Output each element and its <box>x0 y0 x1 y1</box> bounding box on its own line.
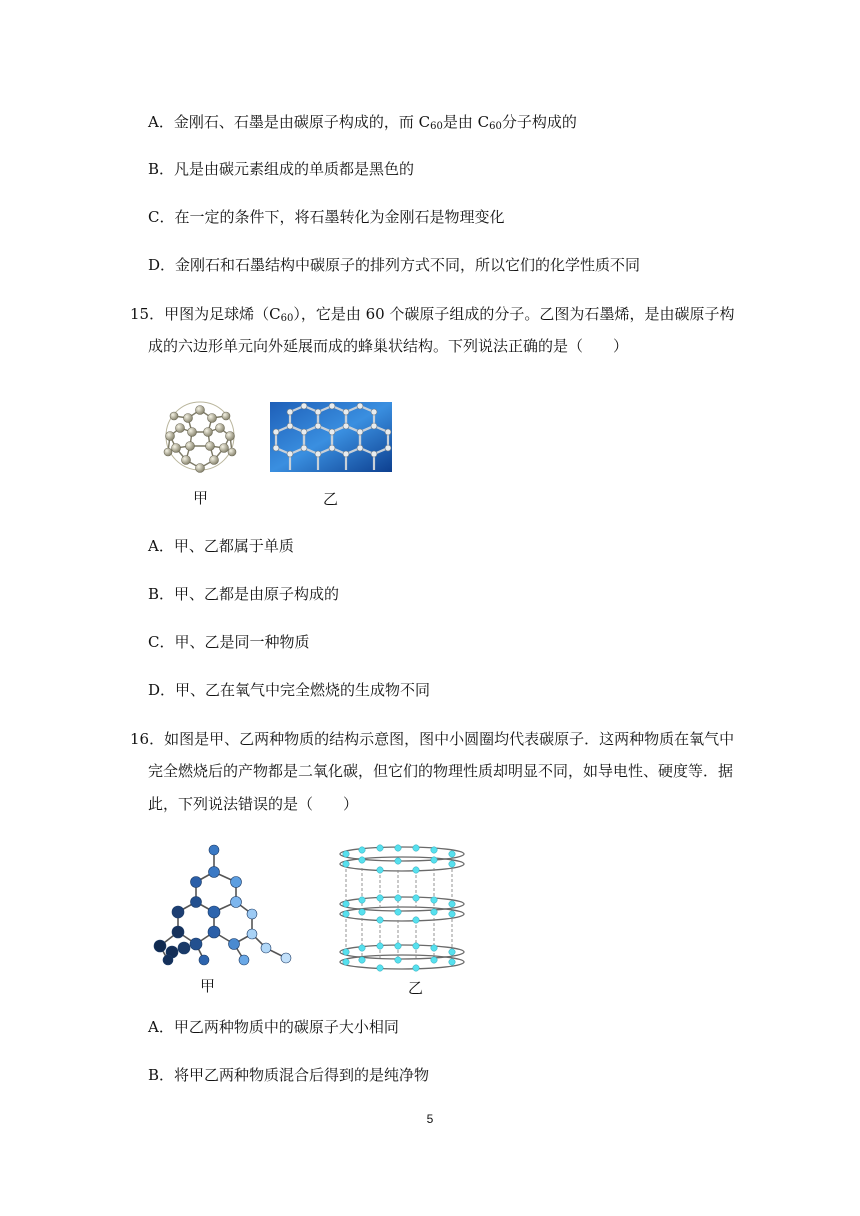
q15-option-c: C．甲、乙是同一种物质 <box>148 633 310 651</box>
q16-stem-line3: 此，下列说法错误的是（ ） <box>148 795 359 813</box>
q15-option-d: D．甲、乙在氧气中完全燃烧的生成物不同 <box>148 681 431 699</box>
fullerene-image <box>150 398 250 474</box>
diamond-structure-image <box>148 840 294 970</box>
q14-option-a <box>148 111 577 138</box>
q16-stem-line2: 完全燃烧后的产物都是二氧化碳，但它们的物理性质却明显不同，如导电性、硬度等．据 <box>148 762 734 780</box>
q15-stem-text1: 15．甲图为足球烯（C <box>130 305 281 323</box>
q14-option-a-sub2: 60 <box>489 121 502 132</box>
q15-option-a: A．甲、乙都属于单质 <box>148 537 294 555</box>
q15-option-b: B．甲、乙都是由原子构成的 <box>148 585 340 603</box>
q14-option-a-text1: A．金刚石、石墨是由碳原子构成的，而 C <box>148 113 431 131</box>
q15-figure-label-a: 甲 <box>193 489 209 507</box>
q16-figure-label-a: 甲 <box>200 977 216 995</box>
q14-option-a-text2: 是由 C <box>442 113 490 131</box>
q16-figure-label-b: 乙 <box>408 979 424 997</box>
page-number: 5 <box>426 1112 434 1126</box>
q16-option-b: B．将甲乙两种物质混合后得到的是纯净物 <box>148 1066 430 1084</box>
q16-option-a: A．甲乙两种物质中的碳原子大小相同 <box>148 1018 399 1036</box>
q14-option-b: B．凡是由碳元素组成的单质都是黑色的 <box>148 160 415 178</box>
q14-option-a-sub1: 60 <box>430 121 443 132</box>
q15-stem-line2: 成的六边形单元向外延展而成的蜂巢状结构。下列说法正确的是（ ） <box>148 337 629 355</box>
q15-figure-label-b: 乙 <box>323 490 339 508</box>
q16-stem-line1: 16．如图是甲、乙两种物质的结构示意图，图中小圆圈均代表碳原子．这两种物质在氧气中 <box>130 730 735 748</box>
graphite-structure-image <box>332 840 472 972</box>
q14-option-d: D．金刚石和石墨结构中碳原子的排列方式不同，所以它们的化学性质不同 <box>148 256 641 274</box>
q14-option-c: C．在一定的条件下，将石墨转化为金刚石是物理变化 <box>148 208 505 226</box>
q14-option-a-text3: 分子构成的 <box>501 113 577 131</box>
graphene-image <box>270 402 392 472</box>
q15-stem-line1 <box>130 303 734 330</box>
q15-stem-text2: ），它是由 60 个碳原子组成的分子。乙图为石墨烯，是由碳原子构 <box>293 305 735 323</box>
q15-stem-sub: 60 <box>280 313 294 324</box>
